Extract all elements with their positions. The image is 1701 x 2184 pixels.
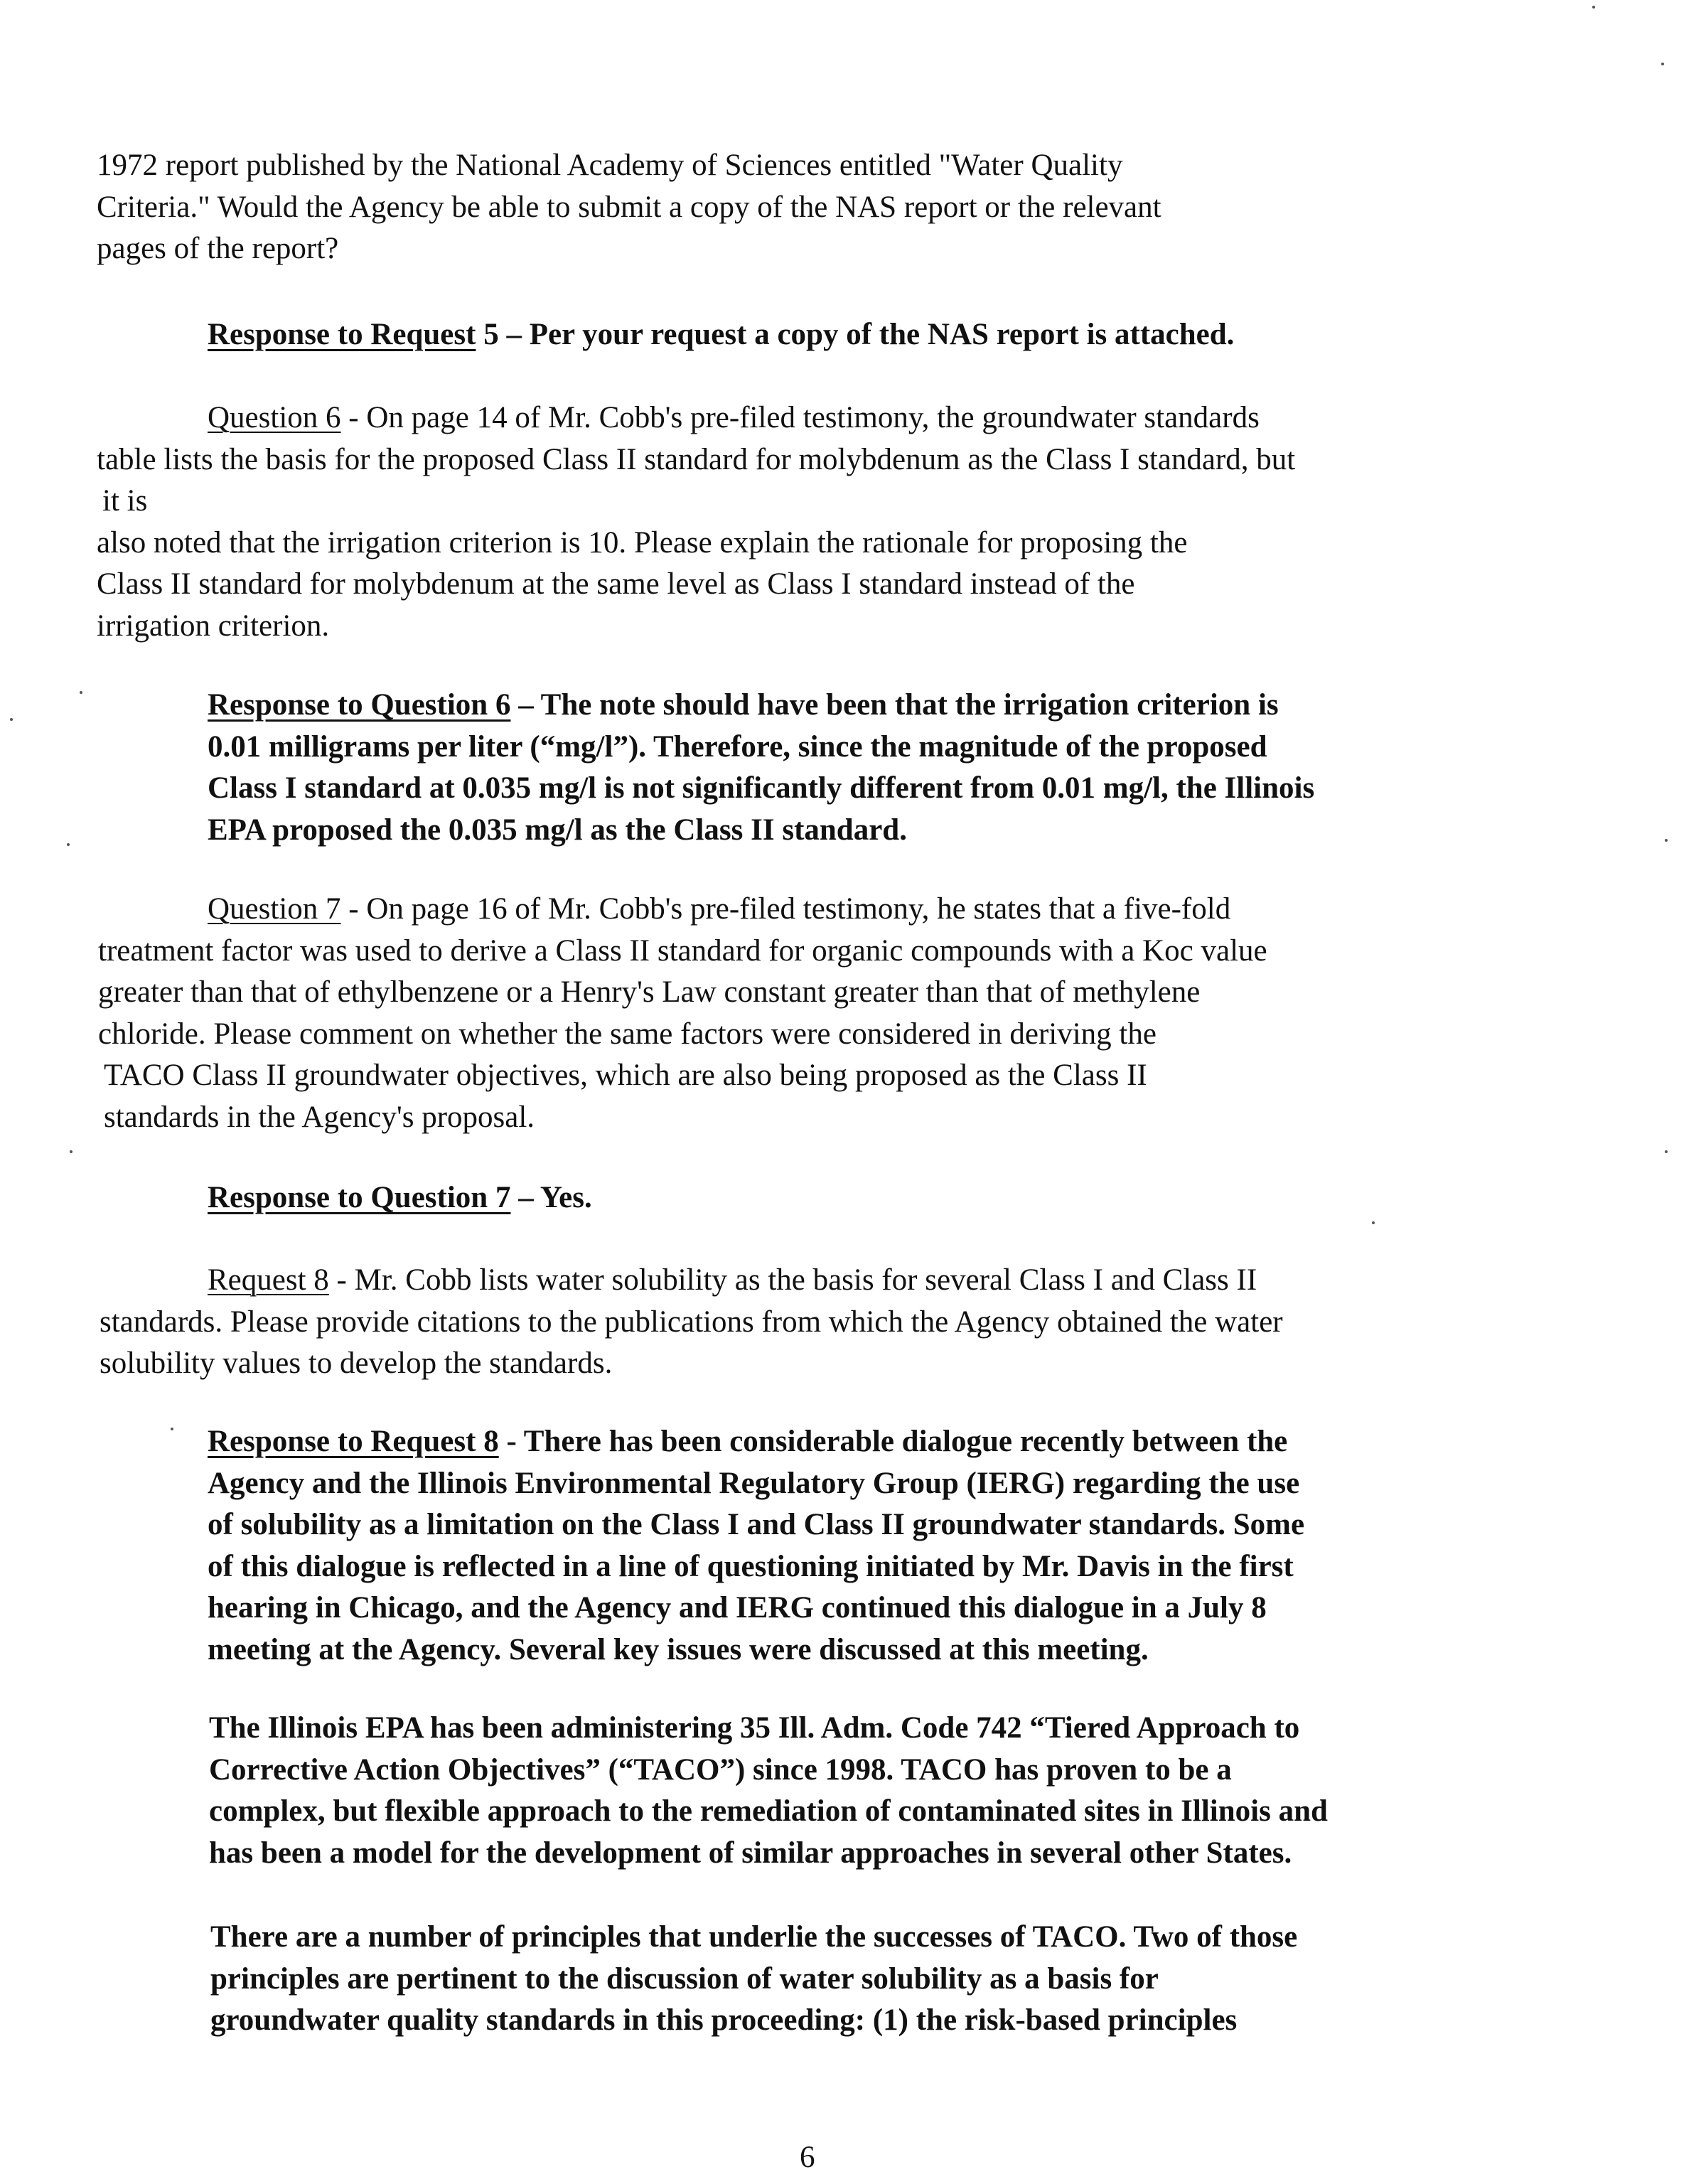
text-line: also noted that the irrigation criterion is 10. Please explain the rationale for proposing the — [97, 525, 1188, 560]
text-line: chloride. Please comment on whether the same factors were considered in deriving the — [98, 1017, 1157, 1051]
question-7 — [98, 889, 1267, 1138]
scan-speck — [171, 1428, 173, 1430]
text-line: of solubility as a limitation on the Class I and Class II groundwater standards. Some — [208, 1508, 1305, 1541]
question-6-text: - On page 14 of Mr. Cobb's pre-filed testimony, the groundwater standards — [340, 401, 1260, 434]
question-6-label: Question 6 — [208, 401, 341, 434]
intro-paragraph — [97, 145, 1161, 270]
text-line: meeting at the Agency. Several key issues were discussed at this meeting. — [208, 1632, 1149, 1666]
text-line: standards. Please provide citations to the publications from which the Agency obtained the water — [100, 1305, 1283, 1339]
text-line: Class II standard for molybdenum at the same level as Class I standard instead of the — [97, 567, 1135, 601]
page-number: 6 — [800, 2141, 815, 2174]
text-line: There are a number of principles that underlie the successes of TACO. Two of those — [210, 1920, 1298, 1954]
text-line: treatment factor was used to derive a Class II standard for organic compounds with a Koc value — [98, 933, 1267, 968]
text-line: greater than that of ethylbenzene or a Henry's Law constant greater than that of methylene — [98, 975, 1201, 1009]
text-line: Corrective Action Objectives” (“TACO”) since 1998. TACO has proven to be a — [209, 1752, 1232, 1787]
text-line: table lists the basis for the proposed Class II standard for molybdenum as the Class I standard, but — [97, 442, 1296, 476]
response-5-text: 5 – Per your request a copy of the NAS report is attached. — [476, 318, 1235, 351]
request-8-label: Request 8 — [208, 1263, 329, 1297]
scan-speck — [70, 1150, 73, 1153]
request-8 — [100, 1260, 1283, 1385]
text-line: The Illinois EPA has been administering 35 Ill. Adm. Code 742 “Tiered Approach to — [209, 1711, 1300, 1745]
scan-speck — [1665, 839, 1668, 842]
text-line: has been a model for the development of similar approaches in several other States. — [209, 1836, 1292, 1870]
question-7-text: - On page 16 of Mr. Cobb's pre-filed testimony, he states that a five-fold — [340, 892, 1231, 926]
text-line: 0.01 milligrams per liter (“mg/l”). Therefore, since the magnitude of the proposed — [208, 729, 1267, 764]
text-line: 1972 report published by the National Academy of Sciences entitled "Water Quality — [97, 149, 1123, 182]
text-line: Class I standard at 0.035 mg/l is not significantly different from 0.01 mg/l, the Illinois — [208, 771, 1315, 805]
text-line: of this dialogue is reflected in a line of questioning initiated by Mr. Davis in the first — [208, 1549, 1294, 1583]
response-7-label: Response to Question 7 — [208, 1181, 511, 1214]
response-7 — [208, 1177, 592, 1219]
response-8-label: Response to Request 8 — [208, 1425, 499, 1458]
scan-speck — [1592, 6, 1595, 9]
response-5-label: Response to Request — [208, 318, 476, 351]
response-8 — [208, 1421, 1304, 1671]
response-5 — [208, 314, 1234, 356]
scan-speck — [10, 718, 13, 721]
text-line: solubility values to develop the standards. — [100, 1347, 613, 1380]
text-line: irrigation criterion. — [97, 609, 330, 643]
text-line: EPA proposed the 0.035 mg/l as the Class II standard. — [208, 813, 907, 847]
scan-speck — [1372, 1221, 1375, 1224]
taco-paragraph — [209, 1708, 1328, 1874]
scan-speck — [80, 691, 82, 694]
scan-speck — [1665, 1150, 1668, 1153]
response-6-text: – The note should have been that the irrigation criterion is — [510, 688, 1279, 722]
text-line: pages of the report? — [97, 232, 339, 265]
scan-speck — [1661, 63, 1664, 65]
text-line: Agency and the Illinois Environmental Regulatory Group (IERG) regarding the use — [208, 1466, 1300, 1500]
response-8-text: - There has been considerable dialogue recently between the — [498, 1425, 1288, 1458]
scan-speck — [67, 843, 70, 846]
text-line: groundwater quality standards in this proceeding: (1) the risk-based principles — [210, 2003, 1238, 2037]
request-8-text: - Mr. Cobb lists water solubility as the basis for several Class I and Class II — [328, 1263, 1257, 1297]
text-line: it is — [102, 484, 148, 518]
text-line: hearing in Chicago, and the Agency and IERG continued this dialogue in a July 8 — [208, 1591, 1267, 1624]
text-line: complex, but flexible approach to the remediation of contaminated sites in Illinois and — [209, 1794, 1328, 1828]
text-line: principles are pertinent to the discussion of water solubility as a basis for — [210, 1961, 1159, 1996]
response-6-label: Response to Question 6 — [208, 688, 511, 722]
text-line: Criteria." Would the Agency be able to submit a copy of the NAS report or the relevant — [97, 190, 1161, 224]
question-6 — [97, 397, 1295, 647]
response-7-text: – Yes. — [510, 1181, 592, 1214]
text-line: standards in the Agency's proposal. — [104, 1100, 535, 1134]
response-6 — [208, 685, 1314, 851]
text-line: TACO Class II groundwater objectives, which are also being proposed as the Class II — [104, 1059, 1147, 1092]
question-7-label: Question 7 — [208, 892, 341, 926]
principles-paragraph — [210, 1917, 1297, 2042]
